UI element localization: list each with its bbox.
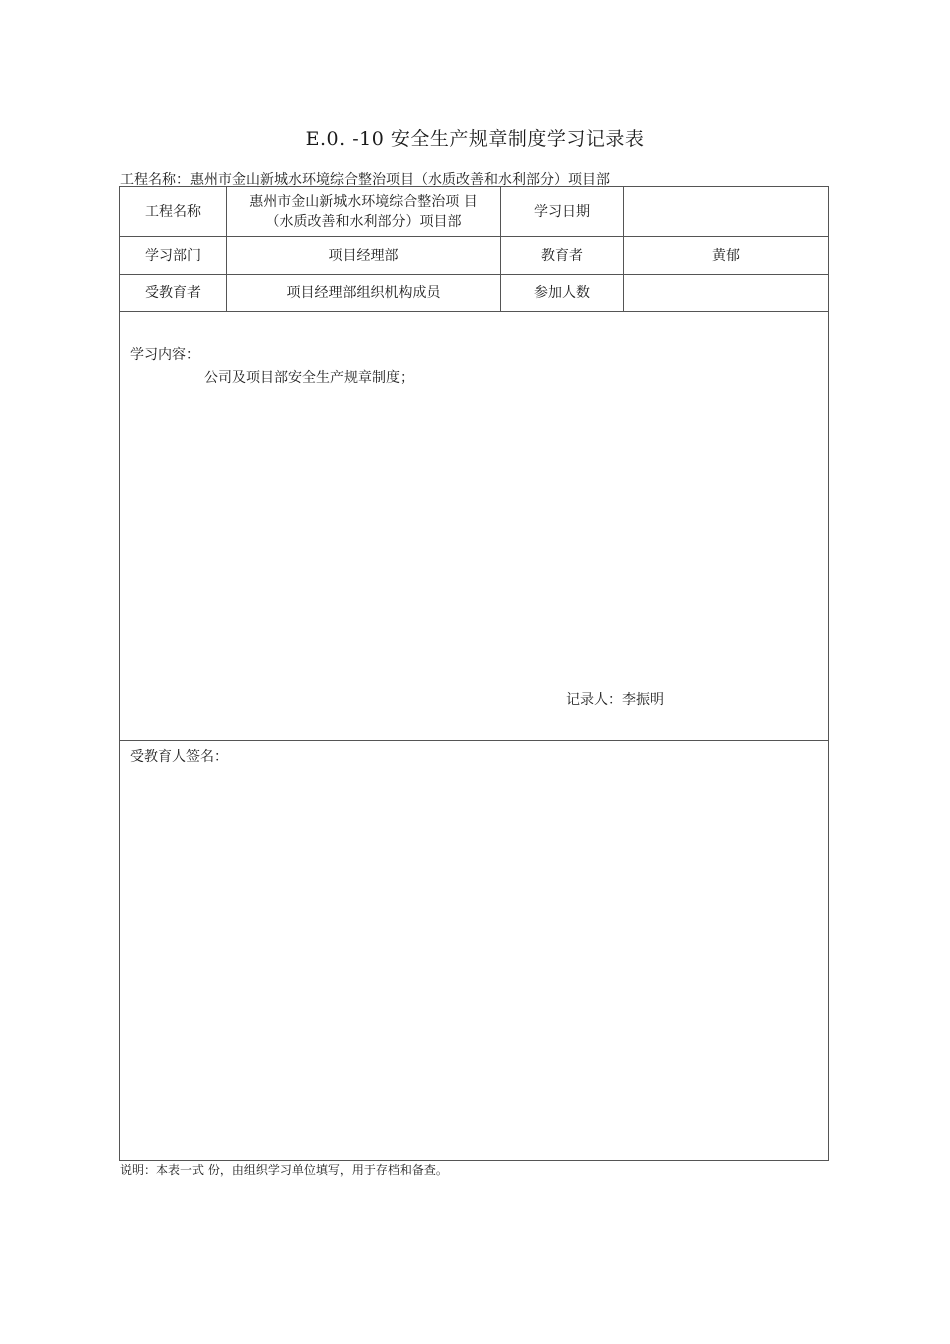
- table-row: [120, 275, 829, 312]
- project-name-value: [227, 187, 501, 237]
- participants-value[interactable]: [624, 275, 829, 312]
- trainees-value: 项目经理部组织机构成员: [227, 275, 501, 312]
- table-row: [120, 187, 829, 237]
- department-value: 项目经理部: [227, 237, 501, 275]
- signature-cell[interactable]: [120, 741, 829, 1161]
- table-row: [120, 237, 829, 275]
- project-name-label: 工程名称: [120, 187, 227, 237]
- educator-label: 教育者: [501, 237, 624, 275]
- study-record-table: [119, 186, 829, 1161]
- table-row: [120, 312, 829, 741]
- project-name-value-line1: 惠州市金山新城水环境综合整治项 目: [249, 193, 478, 210]
- study-content-label: 学习内容：: [130, 347, 200, 363]
- study-content-text: 公司及项目部安全生产规章制度；: [204, 370, 414, 386]
- study-content-cell: [120, 312, 829, 741]
- table-row: [120, 741, 829, 1161]
- project-name-value-line2: （水质改善和水利部分）项目部: [265, 213, 462, 230]
- educator-value: 黄郁: [624, 237, 829, 275]
- department-label: 学习部门: [120, 237, 227, 275]
- signature-label: 受教育人签名：: [130, 749, 228, 765]
- page-title: E.0. -10 安全生产规章制度学习记录表: [305, 128, 645, 150]
- footnote: 说明：本表一式 份，由组织学习单位填写，用于存档和备查。: [120, 1163, 448, 1177]
- participants-label: 参加人数: [501, 275, 624, 312]
- study-date-label: 学习日期: [501, 187, 624, 237]
- recorder-name: 记录人：李振明: [566, 692, 664, 708]
- project-name-line: 工程名称：惠州市金山新城水环境综合整治项目（水质改善和水利部分）项目部: [120, 172, 610, 188]
- trainees-label: 受教育者: [120, 275, 227, 312]
- study-date-value[interactable]: [624, 187, 829, 237]
